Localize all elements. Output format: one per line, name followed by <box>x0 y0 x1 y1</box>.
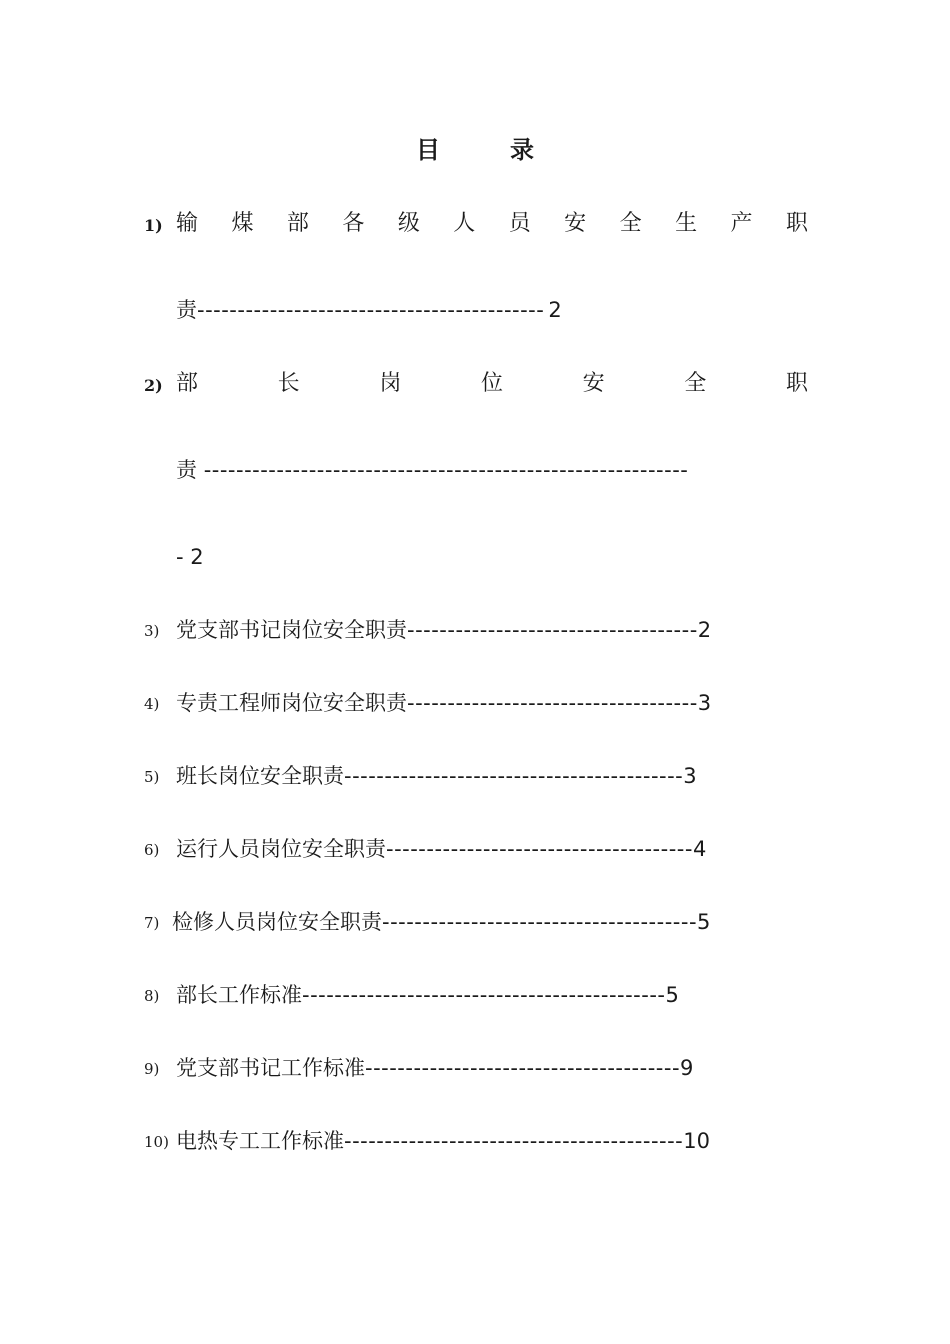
toc-entry-text: 电热专工工作标准 <box>176 1129 344 1153</box>
toc-number: 10) <box>144 1133 169 1151</box>
toc-entry-text: 责 <box>176 298 197 322</box>
toc-number: 1) <box>144 216 163 235</box>
toc-number: 6) <box>144 841 160 859</box>
toc-leader: --------------------------------------- <box>382 910 698 934</box>
toc-leader: ------------------------------------------------------------ <box>203 458 689 482</box>
toc-entry[interactable] <box>176 980 679 1010</box>
toc-page-number: 3 <box>697 691 712 715</box>
toc-entry-text: 党支部书记岗位安全职责 <box>176 618 407 642</box>
toc-number: 5) <box>144 768 160 786</box>
toc-number: 3) <box>144 622 160 640</box>
toc-char: 煤 <box>231 211 254 236</box>
toc-char: 员 <box>508 211 531 236</box>
toc-char: 各 <box>342 211 365 236</box>
toc-page-number: 4 <box>692 837 707 861</box>
toc-entry-title <box>176 369 808 399</box>
toc-leader: --------------------------------------- <box>365 1056 681 1080</box>
toc-entry[interactable] <box>176 1053 693 1083</box>
toc-char: 部 <box>286 211 309 236</box>
toc-char: 部 <box>176 371 199 396</box>
toc-entry-title <box>176 209 808 239</box>
toc-entry[interactable] <box>176 834 706 864</box>
toc-char: 长 <box>277 371 300 396</box>
toc-char: 全 <box>684 371 707 396</box>
toc-char: 职 <box>785 371 808 396</box>
toc-page-number: 9 <box>680 1056 694 1080</box>
page-title: 目录 <box>416 136 604 164</box>
toc-entry[interactable] <box>176 1126 710 1156</box>
toc-page-number: - 2 <box>176 545 204 569</box>
toc-number: 7) <box>144 914 160 932</box>
toc-leader: ------------------------------------------ <box>344 1129 684 1153</box>
toc-leader: ------------------------------------ <box>407 618 698 642</box>
toc-entry[interactable] <box>176 761 697 791</box>
toc-leader: ------------------------------------ <box>407 691 698 715</box>
toc-number: 2) <box>144 376 163 395</box>
toc-leader: -------------------------------------- <box>386 837 693 861</box>
toc-char: 生 <box>675 211 698 236</box>
toc-page-number: 3 <box>683 764 697 788</box>
toc-leader: --------------------------------------------- <box>302 983 666 1007</box>
toc-entry-continuation[interactable] <box>176 455 808 485</box>
toc-char: 安 <box>582 371 605 396</box>
toc-entry[interactable] <box>172 907 710 937</box>
toc-entry[interactable] <box>176 688 711 718</box>
toc-leader: ------------------------------------------ <box>344 764 684 788</box>
toc-char: 人 <box>453 211 476 236</box>
toc-entry-text: 专责工程师岗位安全职责 <box>176 691 407 715</box>
toc-char: 全 <box>619 211 642 236</box>
toc-entry-text: 部长工作标准 <box>176 983 302 1007</box>
toc-page-number: 10 <box>683 1129 710 1153</box>
toc-char: 位 <box>480 371 503 396</box>
toc-char: 安 <box>564 211 587 236</box>
toc-entry-text: 党支部书记工作标准 <box>176 1056 365 1080</box>
toc-entry-text: 责 <box>176 458 197 482</box>
toc-char: 职 <box>785 211 808 236</box>
toc-page-number: 2 <box>548 298 562 322</box>
toc-number: 9) <box>144 1060 160 1078</box>
toc-number: 4) <box>144 695 160 713</box>
toc-entry[interactable] <box>176 615 711 645</box>
toc-char: 级 <box>397 211 420 236</box>
toc-char: 岗 <box>379 371 402 396</box>
toc-page-number: 2 <box>697 618 712 642</box>
toc-page-number: 5 <box>697 910 711 934</box>
toc-entry-text: 班长岗位安全职责 <box>176 764 344 788</box>
toc-entry-text: 运行人员岗位安全职责 <box>176 837 386 861</box>
toc-leader: ------------------------------------------- <box>197 298 545 322</box>
toc-char: 输 <box>176 211 199 236</box>
toc-number: 8) <box>144 987 160 1005</box>
toc-page-number: 5 <box>665 983 679 1007</box>
toc-entry-text: 检修人员岗位安全职责 <box>172 910 382 934</box>
toc-entry-continuation[interactable] <box>176 295 562 325</box>
toc-char: 产 <box>730 211 753 236</box>
